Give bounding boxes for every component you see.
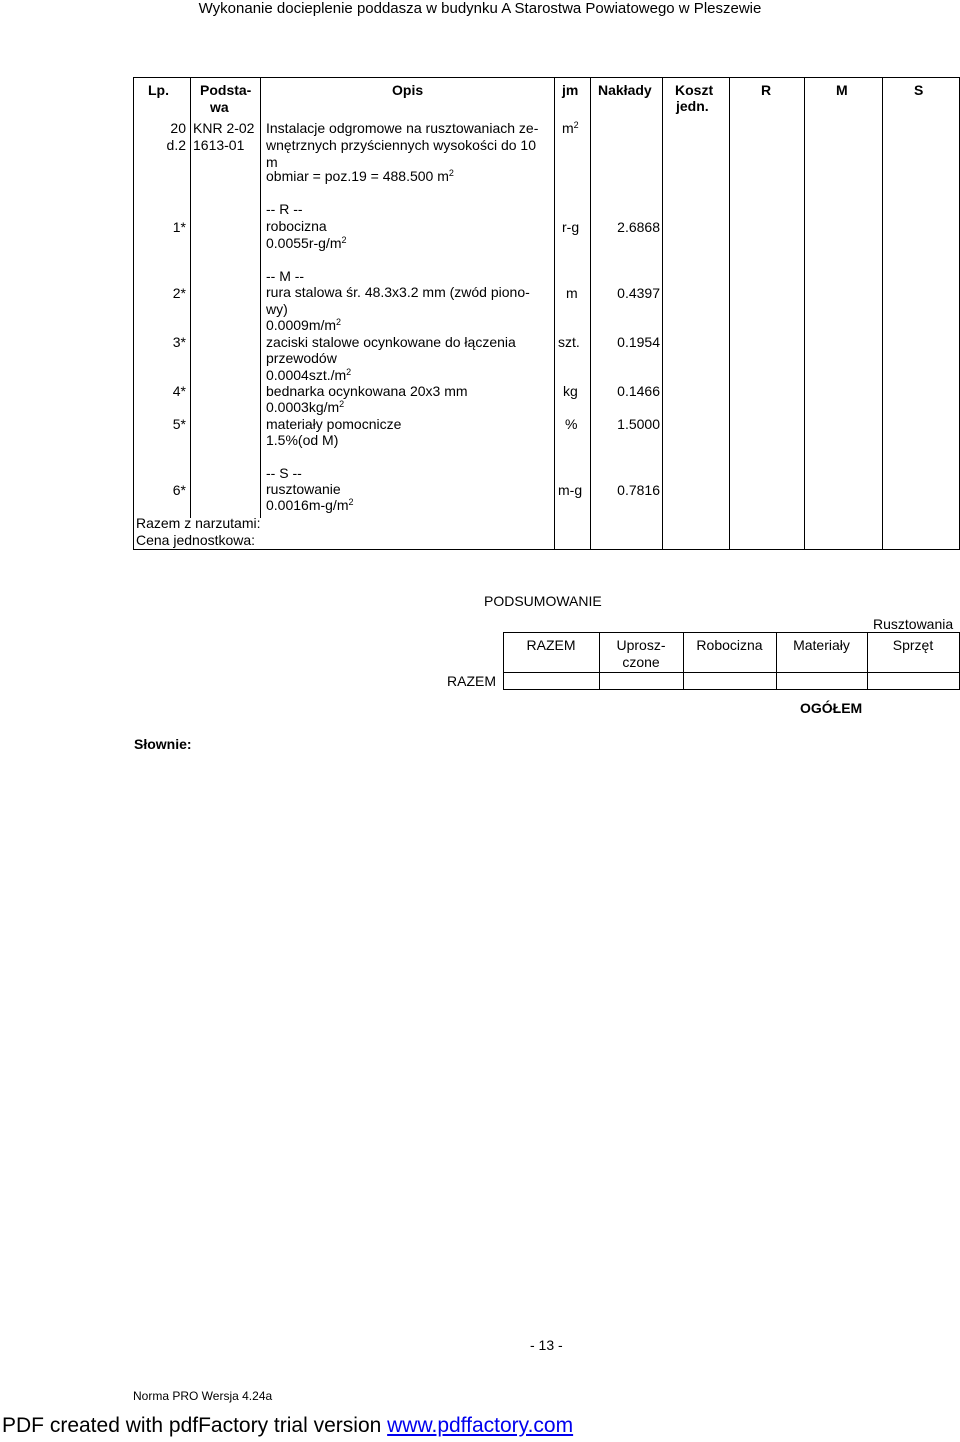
item-3-name-cont: przewodów [266,350,337,366]
item-4-value: 0.1466 [617,383,660,399]
cena-jednostkowa-label: Cena jednostkowa: [136,532,256,548]
item-2-no: 2* [172,285,186,301]
item-6-unit: m-g [558,482,583,498]
item-6-name: rusztowanie [266,481,341,497]
item-3-value: 0.1954 [617,334,660,350]
item-1-unit: r-g [562,219,580,235]
col-header-koszt-cont: jedn. [676,98,709,114]
item-4-no: 4* [172,383,186,399]
col-header-jm: jm [562,82,579,98]
item-3-name: zaciski stalowe ocynkowane do łączenia [266,334,516,350]
item-5-norm: 1.5%(od M) [266,432,339,448]
position-basis-code: 1613-01 [193,137,245,153]
col-header-lp: Lp. [148,82,169,98]
item-6-no: 6* [172,482,186,498]
position-lp: 20 [170,120,186,136]
item-4-norm: $0.0003kg/m^2$ [266,399,345,415]
item-1-name: robocizna [266,218,327,234]
position-obmiar: obmiar = poz.19 = 488.500 $m^2$ [266,168,454,184]
position-lp-d: d.2 [166,137,186,153]
razem-z-narzutami-label: Razem z narzutami: [136,515,261,531]
pdffactory-link[interactable]: www.pdffactory.com [387,1414,574,1437]
item-5-unit: % [565,416,578,432]
page-number: - 13 - [530,1337,563,1353]
pdf-footer [2,1414,573,1438]
position-description-2: wnętrznych przyściennych wysokości do 10 [266,137,537,153]
summary-col-robocizna: Robocizna [696,637,763,653]
item-6-norm: $0.0016m-g/m^2$ [266,497,354,513]
col-header-naklady: Nakłady [598,82,652,98]
summary-col-razem: RAZEM [526,637,576,653]
section-s: -- S -- [266,465,302,481]
col-header-s: S [914,82,924,98]
item-1-value: 2.6868 [617,219,660,235]
item-5-name: materiały pomocnicze [266,416,402,432]
col-header-koszt: Koszt [675,82,714,98]
summary-row-razem: RAZEM [447,673,496,689]
col-header-opis: Opis [392,82,424,98]
section-r: -- R -- [266,201,303,217]
item-3-no: 3* [172,334,186,350]
position-description-3: m [266,154,278,170]
slownie-label: Słownie: [134,736,192,752]
item-6-value: 0.7816 [617,482,660,498]
col-header-podstawa-cont: wa [210,99,229,115]
software-version: Norma PRO Wersja 4.24a [133,1389,273,1403]
page-header: Wykonanie docieplenie poddasza w budynku A Starostwa Powiatowego w Pleszewie [198,0,762,17]
item-1-no: 1* [172,219,186,235]
col-header-podstawa: Podsta- [200,82,252,98]
col-header-m: M [836,82,848,98]
summary-col-uproszczone: Uprosz- [616,637,666,653]
summary-col-uproszczone-cont: czone [622,654,660,670]
summary-ogolem: OGÓŁEM [800,700,863,716]
position-basis: KNR 2-02 [193,120,255,136]
section-m: -- M -- [266,268,305,284]
item-3-unit: szt. [558,334,580,350]
position-unit: $m^2$ [562,120,579,136]
item-5-value: 1.5000 [617,416,660,432]
col-header-r: R [761,82,772,98]
item-4-name: bednarka ocynkowana 20x3 mm [266,383,468,399]
item-4-unit: kg [563,383,578,399]
position-description: Instalacje odgromowe na rusztowaniach ze- [266,120,539,136]
summary-rusztowania: Rusztowania [873,616,954,632]
item-2-value: 0.4397 [617,285,660,301]
item-1-norm: $0.0055r-g/m^2$ [266,235,347,251]
summary-col-sprzet: Sprzęt [892,637,934,653]
summary-title: PODSUMOWANIE [484,593,602,609]
item-2-unit: m [566,285,578,301]
item-2-name: rura stalowa śr. 48.3x3.2 mm (zwód piono- [266,284,530,300]
item-2-norm: $0.0009m/m^2$ [266,317,342,333]
summary-col-materialy: Materiały [793,637,850,653]
item-3-norm: $0.0004szt./m^2$ [266,367,352,383]
item-5-no: 5* [172,416,186,432]
item-2-name-cont: wy) [266,301,288,317]
pdf-footer-text: PDF created with pdfFactory trial version [2,1414,388,1437]
